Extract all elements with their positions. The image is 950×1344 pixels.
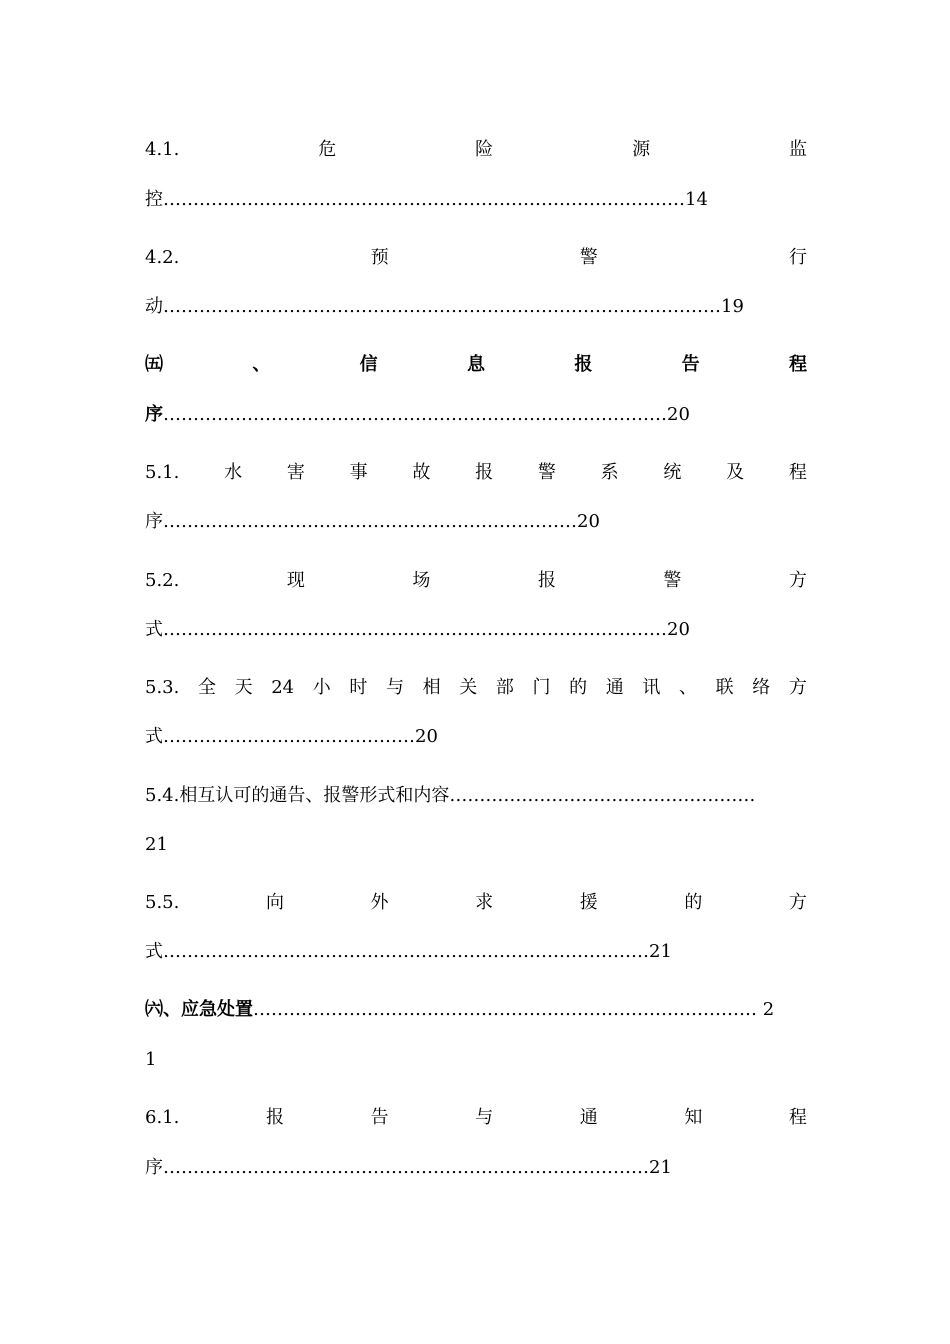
toc-token: 时 bbox=[349, 677, 368, 698]
toc-token: 部 bbox=[495, 677, 514, 698]
toc-token: 危 bbox=[318, 139, 337, 160]
toc-token: 源 bbox=[632, 139, 651, 160]
toc-token: 门 bbox=[532, 677, 551, 698]
toc-entry-5-5-leader[interactable]: 式………………………………………………………………………21 bbox=[145, 941, 672, 962]
toc-token: 报 bbox=[475, 462, 494, 483]
toc-token: 援 bbox=[579, 892, 598, 913]
toc-token: 与 bbox=[386, 677, 405, 698]
toc-token: 全 bbox=[197, 677, 216, 698]
toc-entry-5-4-heading[interactable]: 5.4.相互认可的通告、报警形式和内容…………………………………………… bbox=[145, 785, 756, 806]
toc-leader-first-char: 序 bbox=[145, 404, 163, 425]
toc-token: 现 bbox=[286, 570, 305, 591]
toc-token: 程 bbox=[788, 1107, 807, 1128]
toc-token: 行 bbox=[788, 247, 807, 268]
toc-token: 24 bbox=[271, 677, 295, 698]
toc-token: 场 bbox=[412, 570, 431, 591]
toc-token: 外 bbox=[370, 892, 389, 913]
toc-token: 警 bbox=[579, 247, 598, 268]
toc-token: 、 bbox=[679, 677, 698, 698]
toc-entry-5-1-heading[interactable] bbox=[145, 461, 807, 485]
toc-token: 4.1. bbox=[145, 139, 180, 160]
toc-token: 险 bbox=[475, 139, 494, 160]
toc-entry-6-1-leader[interactable]: 序………………………………………………………………………21 bbox=[145, 1157, 672, 1178]
toc-token: 求 bbox=[475, 892, 494, 913]
toc-token: 方 bbox=[788, 570, 807, 591]
toc-token: 告 bbox=[681, 354, 700, 375]
toc-entry-5-3-leader[interactable]: 式……………………………………20 bbox=[145, 726, 438, 747]
toc-entry-6-1-heading[interactable] bbox=[145, 1106, 807, 1130]
toc-section-6-label: ㈥、应急处置 bbox=[145, 999, 253, 1020]
toc-token: 4.2. bbox=[145, 247, 180, 268]
toc-token: 向 bbox=[265, 892, 284, 913]
toc-entry-5-2-heading[interactable] bbox=[145, 569, 807, 593]
toc-section-6-page[interactable]: 1 bbox=[145, 1049, 157, 1070]
toc-entry-4-2-heading[interactable] bbox=[145, 246, 807, 270]
toc-token: 报 bbox=[537, 570, 556, 591]
toc-token: 程 bbox=[788, 462, 807, 483]
toc-entry-4-1-heading[interactable] bbox=[145, 138, 807, 162]
toc-token: 关 bbox=[459, 677, 478, 698]
toc-entry-4-1-leader[interactable]: 控……………………………………………………………………………14 bbox=[145, 189, 708, 210]
toc-token: 与 bbox=[475, 1107, 494, 1128]
toc-token: 水 bbox=[224, 462, 243, 483]
toc-token: 故 bbox=[412, 462, 431, 483]
toc-token: 息 bbox=[466, 354, 485, 375]
toc-entry-4-2-leader[interactable]: 动…………………………………………………………………………………19 bbox=[145, 296, 744, 317]
toc-token: 5.1. bbox=[145, 462, 180, 483]
toc-token: 报 bbox=[265, 1107, 284, 1128]
toc-section-6-heading[interactable] bbox=[145, 998, 807, 1022]
toc-section-6-leader: ………………………………………………………………………… 2 bbox=[253, 999, 775, 1020]
toc-token: 的 bbox=[684, 892, 703, 913]
toc-token: 5.2. bbox=[145, 570, 180, 591]
toc-token: 警 bbox=[537, 462, 556, 483]
toc-token: 及 bbox=[726, 462, 745, 483]
toc-token: 报 bbox=[574, 354, 593, 375]
toc-token: 方 bbox=[788, 677, 807, 698]
toc-token: 预 bbox=[370, 247, 389, 268]
toc-token: 的 bbox=[569, 677, 588, 698]
toc-section-5-heading[interactable] bbox=[145, 353, 807, 377]
toc-entry-5-4-page[interactable]: 21 bbox=[145, 834, 168, 855]
toc-token: 信 bbox=[359, 354, 378, 375]
toc-entry-5-3-heading[interactable] bbox=[145, 676, 807, 700]
toc-entry-5-5-heading[interactable] bbox=[145, 891, 807, 915]
toc-token: 联 bbox=[715, 677, 734, 698]
toc-token: 讯 bbox=[642, 677, 661, 698]
toc-token: 5.3. bbox=[145, 677, 180, 698]
toc-token: 方 bbox=[788, 892, 807, 913]
toc-token: 监 bbox=[788, 139, 807, 160]
toc-leader-rest: …………………………………………………………………………20 bbox=[163, 404, 690, 425]
toc-token: 、 bbox=[252, 354, 271, 375]
toc-token: 6.1. bbox=[145, 1107, 180, 1128]
toc-token: 通 bbox=[579, 1107, 598, 1128]
toc-token: 5.5. bbox=[145, 892, 180, 913]
toc-token: ㈤ bbox=[145, 354, 163, 375]
toc-token: 知 bbox=[684, 1107, 703, 1128]
toc-token: 通 bbox=[605, 677, 624, 698]
toc-token: 警 bbox=[663, 570, 682, 591]
toc-token: 系 bbox=[600, 462, 619, 483]
toc-section-5-leader[interactable] bbox=[145, 403, 807, 427]
toc-entry-5-1-leader[interactable]: 序……………………………………………………………20 bbox=[145, 511, 600, 532]
toc-token: 程 bbox=[788, 354, 807, 375]
toc-token: 小 bbox=[312, 677, 331, 698]
toc-token: 络 bbox=[752, 677, 771, 698]
toc-token: 事 bbox=[349, 462, 368, 483]
toc-token: 相 bbox=[422, 677, 441, 698]
toc-token: 告 bbox=[370, 1107, 389, 1128]
toc-token: 害 bbox=[286, 462, 305, 483]
toc-entry-5-2-leader[interactable]: 式…………………………………………………………………………20 bbox=[145, 619, 690, 640]
toc-token: 统 bbox=[663, 462, 682, 483]
toc-token: 天 bbox=[234, 677, 253, 698]
